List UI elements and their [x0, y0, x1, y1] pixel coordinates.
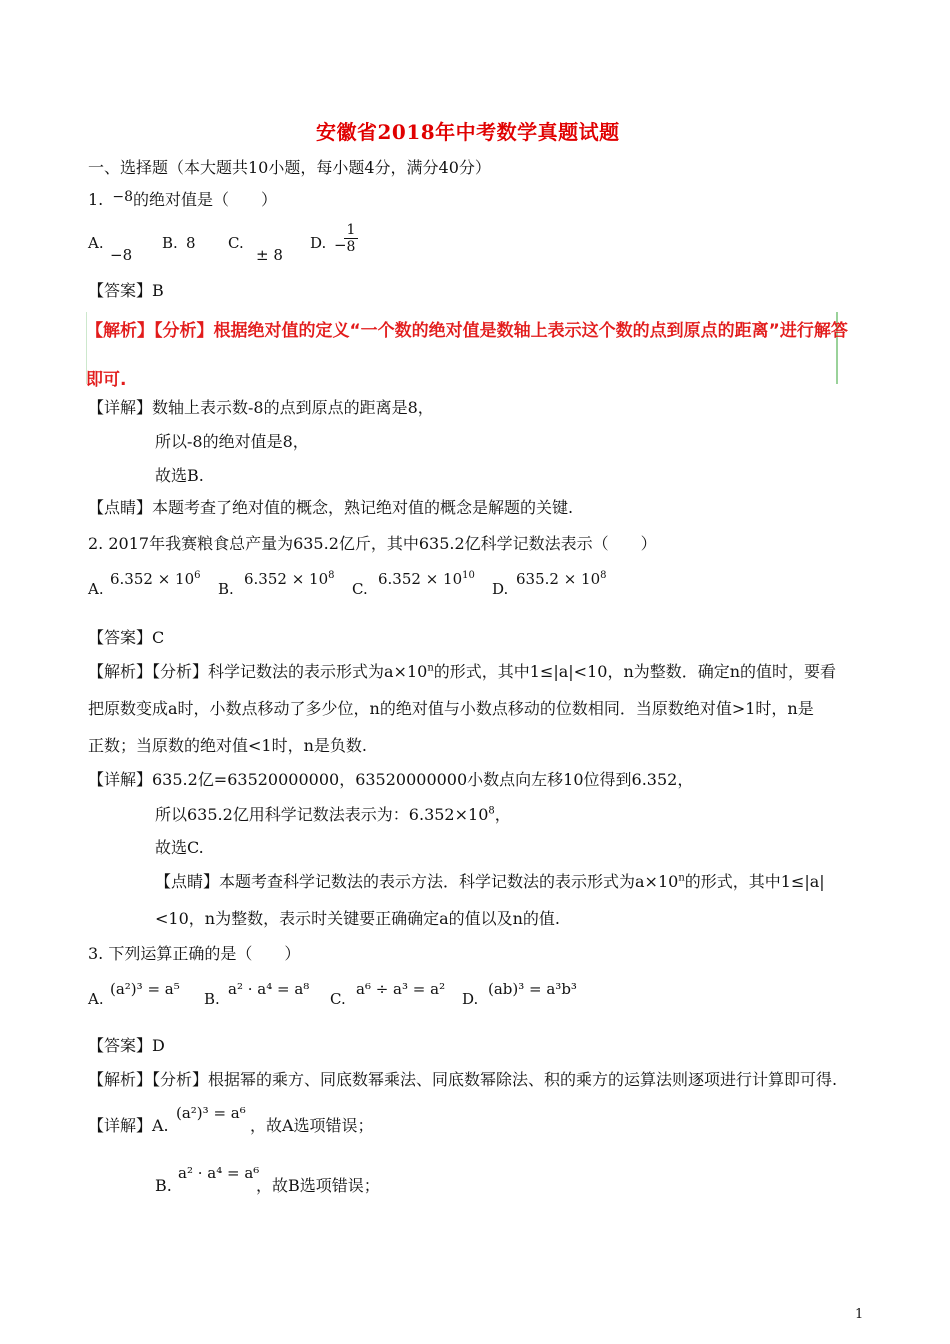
q1-option-b-value: 8 — [186, 234, 196, 252]
q3-option-a-value: (a²)³ = a⁵ — [110, 980, 180, 998]
q3-detail-b-text: ，故B选项错误； — [256, 1176, 380, 1195]
q1-stem-text: 的绝对值是（ ） — [133, 190, 278, 209]
q2-option-a-label: A. — [88, 580, 104, 598]
q1-detail-line2: 所以-8的绝对值是8， — [155, 432, 309, 451]
q2-analysis-line2: 把原数变成a时，小数点移动了多少位，n的绝对值与小数点移动的位数相同．当原数绝对值>1时，n是 — [88, 699, 814, 718]
q2-detail-line3: 故选C. — [155, 838, 204, 857]
q3-stem: 3. 下列运算正确的是（ ） — [88, 944, 301, 963]
q3-answer: 【答案】D — [88, 1036, 165, 1055]
q2-point-line2: <10，n为整数，表示时关键要正确确定a的值以及n的值. — [155, 909, 561, 928]
q2-detail-line1: 【详解】635.2亿=63520000000，63520000000小数点向左移10位得到6.352， — [88, 770, 694, 789]
q1-number: 1. — [88, 190, 104, 209]
q2-option-d-label: D. — [492, 580, 509, 598]
q3-detail-a-text: ，故A选项错误； — [250, 1116, 374, 1135]
q1-detail-line1: 【详解】数轴上表示数-8的点到原点的距离是8， — [88, 398, 434, 417]
q1-value: −8 — [112, 189, 133, 205]
q1-stem — [88, 190, 277, 211]
q3-option-d-value: (ab)³ = a³b³ — [488, 980, 577, 998]
q1-analysis-line2: 即可. — [86, 370, 127, 390]
document-title: 安徽省2018年中考数学真题试题 — [316, 120, 620, 144]
q2-analysis-line1: 【解析】【分析】科学记数法的表示形式为$a\times 10^n$的形式，其中1≤|a|<10，n为整数．确定n的值时，要看 — [88, 662, 837, 681]
page-number: 1 — [855, 1307, 864, 1322]
q1-option-b-label: B. — [162, 234, 178, 252]
q3-option-c-value: a⁶ ÷ a³ = a² — [356, 980, 446, 998]
q1-option-d-denominator: 8 — [346, 239, 356, 255]
q1-option-d-fraction — [344, 222, 358, 255]
q2-detail-line2: 所以635.2亿用科学记数法表示为：$6.352\times 10^8$， — [155, 805, 511, 824]
q1-option-c-label: C. — [228, 234, 244, 252]
q3-option-b-value: a² · a⁴ = a⁸ — [228, 980, 310, 998]
q3-detail-b-prefix: B. — [155, 1176, 172, 1195]
q3-option-a-label: A. — [88, 990, 104, 1008]
q2-option-c-value: $6.352 \times 10^{10}$ — [378, 570, 475, 588]
q1-option-c-value: ± 8 — [256, 246, 283, 264]
q2-analysis-line3: 正数；当原数的绝对值<1时，n是负数. — [88, 736, 367, 755]
q3-detail-a-prefix: 【详解】A. — [88, 1116, 169, 1135]
q1-detail-line3: 故选B. — [155, 466, 204, 485]
q2-option-b-label: B. — [218, 580, 234, 598]
q2-option-a-value: $6.352 \times 10^6$ — [110, 570, 201, 588]
q2-answer: 【答案】C — [88, 628, 165, 647]
q3-option-c-label: C. — [330, 990, 346, 1008]
q1-option-d-label: D. — [310, 234, 327, 252]
q2-option-c-label: C. — [352, 580, 368, 598]
q1-option-a-label: A. — [88, 234, 104, 252]
q1-point: 【点睛】本题考查了绝对值的概念，熟记绝对值的概念是解题的关键. — [88, 498, 574, 517]
q1-option-d-numerator: 1 — [346, 222, 356, 238]
section-heading: 一、选择题（本大题共10小题，每小题4分，满分40分） — [88, 158, 491, 177]
q1-analysis-line1: 【解析】【分析】根据绝对值的定义“一个数的绝对值是数轴上表示这个数的点到原点的距离”进行解答 — [86, 321, 848, 341]
q3-analysis: 【解析】【分析】根据幂的乘方、同底数幂乘法、同底数幂除法、积的乘方的运算法则逐项进行计算即可得. — [88, 1070, 838, 1089]
q2-point-line1: 【点睛】本题考查科学记数法的表示方法．科学记数法的表示形式为$a\times 10^n$的形式，其中1≤|a| — [155, 872, 825, 891]
q1-answer: 【答案】B — [88, 281, 164, 300]
q3-detail-b-math: a² · a⁴ = a⁶ — [178, 1164, 260, 1182]
q3-option-b-label: B. — [204, 990, 220, 1008]
q2-option-b-value: $6.352 \times 10^8$ — [244, 570, 335, 588]
q3-detail-a-math: (a²)³ = a⁶ — [176, 1104, 246, 1122]
q3-option-d-label: D. — [462, 990, 479, 1008]
q1-option-d-minus: − — [334, 236, 347, 254]
q2-stem: 2. 2017年我赛粮食总产量为635.2亿斤，其中635.2亿科学记数法表示（ ） — [88, 534, 657, 553]
q1-option-a-value: −8 — [110, 246, 133, 264]
q2-option-d-value: $635.2 \times 10^8$ — [516, 570, 607, 588]
